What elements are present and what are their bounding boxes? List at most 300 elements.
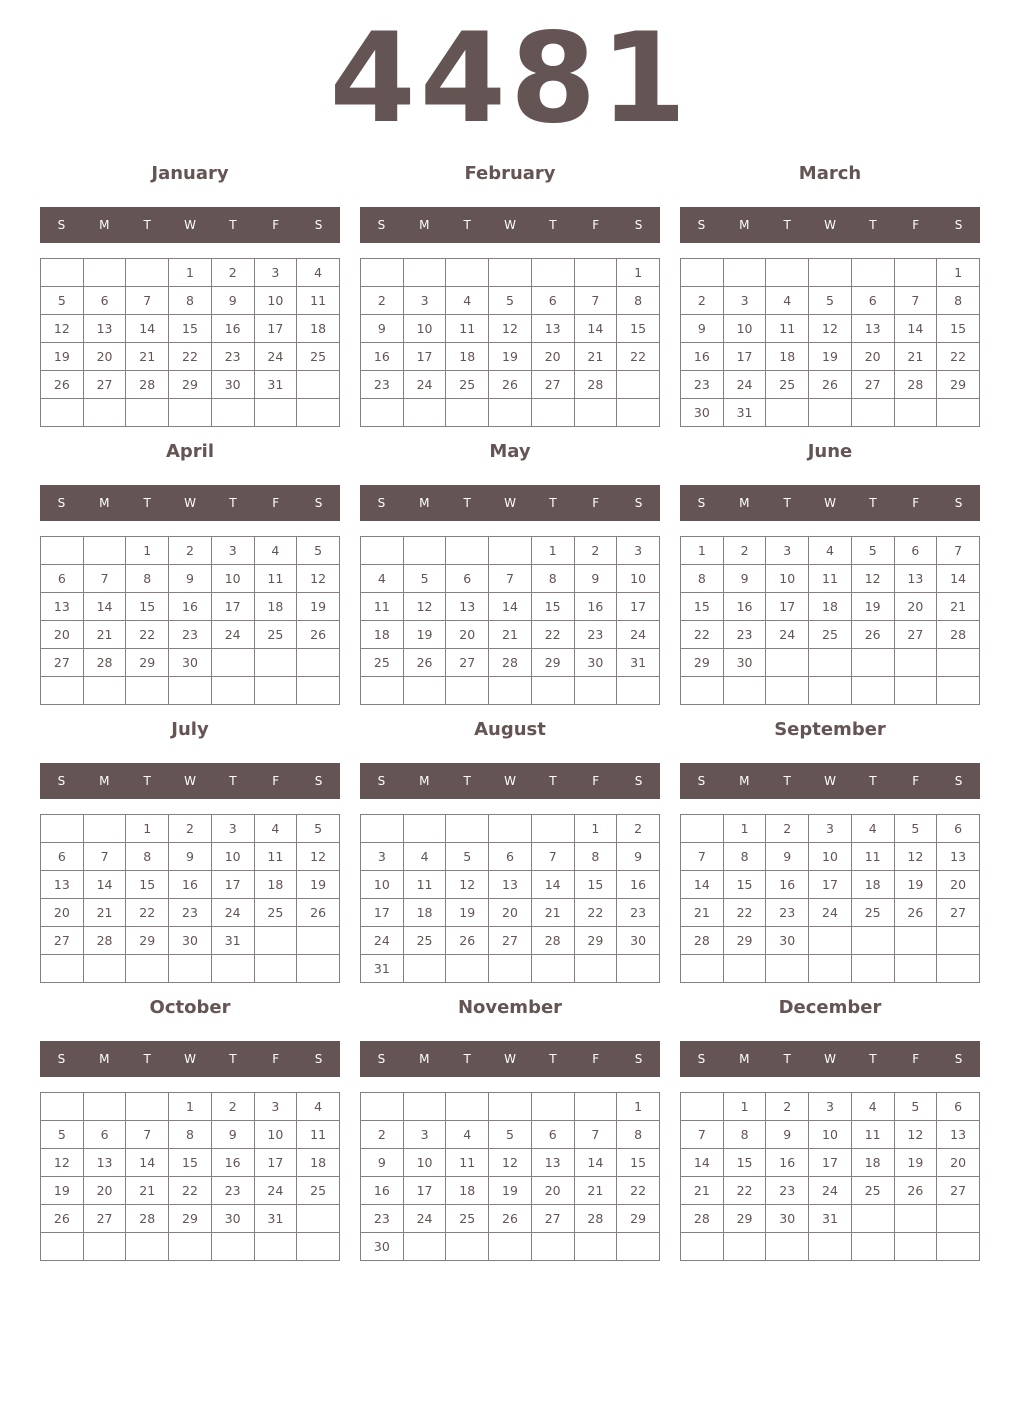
day-cell: [489, 955, 532, 983]
day-cell: 21: [83, 899, 126, 927]
day-cell: 5: [41, 287, 84, 315]
day-cell: 4: [851, 815, 894, 843]
day-cell: 27: [41, 927, 84, 955]
day-cell: 22: [126, 621, 169, 649]
day-cell: 3: [254, 1093, 297, 1121]
weekday-label: F: [912, 1052, 920, 1066]
days-grid: [360, 1092, 660, 1261]
day-cell: 18: [446, 1177, 489, 1205]
day-cell: 13: [41, 593, 84, 621]
week-row: [41, 955, 340, 983]
day-cell: 1: [723, 1093, 766, 1121]
day-cell: 5: [41, 1121, 84, 1149]
day-cell: 6: [894, 537, 937, 565]
day-cell: 29: [574, 927, 617, 955]
day-cell: 28: [574, 371, 617, 399]
day-cell: 12: [446, 871, 489, 899]
day-cell: 7: [83, 565, 126, 593]
day-cell: [574, 1233, 617, 1261]
weekday-label: W: [504, 774, 516, 788]
weekday-label: W: [504, 1052, 516, 1066]
weekday-label: W: [504, 218, 516, 232]
day-cell: 2: [723, 537, 766, 565]
weekday-label: S: [377, 1052, 386, 1066]
week-row: [41, 1093, 340, 1121]
day-cell: [489, 677, 532, 705]
week-row: [681, 1177, 980, 1205]
day-cell: 29: [169, 1205, 212, 1233]
day-cell: [531, 815, 574, 843]
day-cell: [446, 1233, 489, 1261]
day-cell: 13: [446, 593, 489, 621]
day-cell: 1: [681, 537, 724, 565]
week-row: [41, 871, 340, 899]
day-cell: [937, 955, 980, 983]
day-cell: 28: [489, 649, 532, 677]
day-cell: 3: [723, 287, 766, 315]
day-cell: 11: [403, 871, 446, 899]
day-cell: 8: [531, 565, 574, 593]
day-cell: 1: [617, 259, 660, 287]
day-cell: [297, 1205, 340, 1233]
weekday-label: T: [869, 774, 877, 788]
day-cell: 4: [297, 259, 340, 287]
day-cell: 11: [446, 1149, 489, 1177]
week-row: [361, 315, 660, 343]
day-cell: 28: [126, 1205, 169, 1233]
day-cell: 3: [809, 815, 852, 843]
weekday-label: S: [697, 1052, 706, 1066]
day-cell: 19: [489, 343, 532, 371]
day-cell: 2: [169, 815, 212, 843]
day-cell: 29: [937, 371, 980, 399]
day-cell: 25: [297, 1177, 340, 1205]
day-cell: [403, 955, 446, 983]
day-cell: [126, 677, 169, 705]
day-cell: [83, 1233, 126, 1261]
day-cell: [766, 399, 809, 427]
day-cell: 2: [211, 1093, 254, 1121]
day-cell: [809, 649, 852, 677]
day-cell: 9: [574, 565, 617, 593]
day-cell: 7: [489, 565, 532, 593]
day-cell: [617, 371, 660, 399]
day-cell: 20: [531, 1177, 574, 1205]
weekday-header: [680, 485, 980, 521]
day-cell: [681, 1093, 724, 1121]
day-cell: 22: [681, 621, 724, 649]
day-cell: 29: [723, 1205, 766, 1233]
day-cell: 7: [894, 287, 937, 315]
week-row: [361, 259, 660, 287]
day-cell: 15: [617, 315, 660, 343]
day-cell: 8: [617, 1121, 660, 1149]
day-cell: [723, 259, 766, 287]
day-cell: 30: [766, 927, 809, 955]
day-cell: 22: [574, 899, 617, 927]
day-cell: 10: [809, 843, 852, 871]
week-row: [41, 677, 340, 705]
weekday-label: F: [272, 1052, 280, 1066]
day-cell: 6: [83, 1121, 126, 1149]
weekday-label: T: [463, 218, 471, 232]
week-row: [361, 343, 660, 371]
day-cell: 17: [617, 593, 660, 621]
day-cell: 11: [809, 565, 852, 593]
day-cell: 16: [169, 593, 212, 621]
month-name: July: [171, 719, 209, 740]
day-cell: [894, 677, 937, 705]
day-cell: [211, 677, 254, 705]
days-grid: [680, 536, 980, 705]
month-name: March: [798, 163, 862, 184]
day-cell: 25: [361, 649, 404, 677]
day-cell: [211, 399, 254, 427]
day-cell: 16: [766, 871, 809, 899]
day-cell: 27: [531, 1205, 574, 1233]
day-cell: 7: [681, 843, 724, 871]
day-cell: 13: [83, 315, 126, 343]
day-cell: 5: [446, 843, 489, 871]
day-cell: [403, 259, 446, 287]
day-cell: [169, 1233, 212, 1261]
day-cell: 29: [169, 371, 212, 399]
day-cell: 20: [531, 343, 574, 371]
day-cell: 4: [254, 815, 297, 843]
day-cell: 19: [297, 593, 340, 621]
day-cell: 18: [361, 621, 404, 649]
day-cell: [403, 537, 446, 565]
day-cell: [851, 677, 894, 705]
day-cell: 8: [574, 843, 617, 871]
day-cell: [894, 955, 937, 983]
day-cell: [894, 399, 937, 427]
day-cell: 26: [809, 371, 852, 399]
day-cell: [809, 1233, 852, 1261]
day-cell: 24: [254, 343, 297, 371]
weekday-label: S: [954, 496, 963, 510]
weekday-label: W: [184, 1052, 196, 1066]
day-cell: 28: [681, 927, 724, 955]
day-cell: 3: [211, 537, 254, 565]
day-cell: 28: [574, 1205, 617, 1233]
day-cell: 2: [361, 287, 404, 315]
day-cell: 17: [403, 1177, 446, 1205]
day-cell: 28: [531, 927, 574, 955]
day-cell: 2: [681, 287, 724, 315]
weekday-label: S: [377, 774, 386, 788]
day-cell: 6: [41, 843, 84, 871]
weekday-label: W: [504, 496, 516, 510]
weekday-header: [360, 207, 660, 243]
day-cell: [681, 677, 724, 705]
day-cell: 3: [809, 1093, 852, 1121]
day-cell: 28: [83, 927, 126, 955]
week-row: [41, 843, 340, 871]
day-cell: 9: [361, 315, 404, 343]
day-cell: 26: [41, 1205, 84, 1233]
day-cell: 19: [41, 343, 84, 371]
day-cell: 15: [126, 593, 169, 621]
day-cell: 27: [83, 1205, 126, 1233]
day-cell: 26: [894, 1177, 937, 1205]
day-cell: 21: [126, 343, 169, 371]
day-cell: 22: [169, 1177, 212, 1205]
day-cell: [211, 649, 254, 677]
day-cell: [254, 955, 297, 983]
day-cell: [574, 677, 617, 705]
day-cell: 23: [169, 621, 212, 649]
day-cell: 30: [169, 649, 212, 677]
day-cell: 18: [403, 899, 446, 927]
day-cell: 16: [169, 871, 212, 899]
weekday-label: W: [824, 774, 836, 788]
weekday-label: S: [634, 774, 643, 788]
day-cell: [489, 1093, 532, 1121]
day-cell: [403, 815, 446, 843]
day-cell: 6: [83, 287, 126, 315]
day-cell: 30: [617, 927, 660, 955]
day-cell: 6: [531, 287, 574, 315]
weekday-header: [40, 763, 340, 799]
weekday-label: T: [463, 1052, 471, 1066]
week-row: [41, 259, 340, 287]
day-cell: 3: [361, 843, 404, 871]
day-cell: 30: [723, 649, 766, 677]
day-cell: 25: [403, 927, 446, 955]
day-cell: 21: [894, 343, 937, 371]
day-cell: 23: [617, 899, 660, 927]
day-cell: 21: [83, 621, 126, 649]
day-cell: 5: [894, 1093, 937, 1121]
day-cell: 16: [361, 343, 404, 371]
week-row: [681, 927, 980, 955]
day-cell: 13: [937, 1121, 980, 1149]
day-cell: 9: [766, 1121, 809, 1149]
day-cell: 29: [681, 649, 724, 677]
day-cell: 19: [894, 1149, 937, 1177]
day-cell: 1: [169, 1093, 212, 1121]
day-cell: 18: [297, 1149, 340, 1177]
day-cell: [937, 1205, 980, 1233]
day-cell: 12: [894, 1121, 937, 1149]
day-cell: 26: [851, 621, 894, 649]
week-row: [681, 343, 980, 371]
day-cell: [766, 649, 809, 677]
month-name: October: [149, 997, 231, 1018]
day-cell: 10: [403, 1149, 446, 1177]
weekday-label: T: [229, 496, 237, 510]
day-cell: 26: [297, 899, 340, 927]
day-cell: 10: [766, 565, 809, 593]
day-cell: 10: [254, 1121, 297, 1149]
day-cell: 15: [617, 1149, 660, 1177]
day-cell: 13: [531, 315, 574, 343]
day-cell: 24: [254, 1177, 297, 1205]
weekday-label: F: [592, 218, 600, 232]
day-cell: 20: [937, 871, 980, 899]
day-cell: 26: [403, 649, 446, 677]
day-cell: [126, 259, 169, 287]
weekday-label: S: [697, 496, 706, 510]
day-cell: 31: [809, 1205, 852, 1233]
year-title: 4481: [329, 7, 691, 151]
day-cell: 15: [937, 315, 980, 343]
day-cell: [41, 399, 84, 427]
day-cell: [41, 1233, 84, 1261]
day-cell: 15: [723, 1149, 766, 1177]
day-cell: 8: [723, 843, 766, 871]
day-cell: [937, 677, 980, 705]
day-cell: 18: [297, 315, 340, 343]
day-cell: 24: [766, 621, 809, 649]
days-grid: [40, 1092, 340, 1261]
day-cell: 14: [681, 871, 724, 899]
day-cell: [809, 955, 852, 983]
day-cell: 19: [894, 871, 937, 899]
day-cell: 30: [211, 1205, 254, 1233]
weekday-label: S: [314, 774, 323, 788]
day-cell: 5: [809, 287, 852, 315]
day-cell: 8: [723, 1121, 766, 1149]
day-cell: 30: [169, 927, 212, 955]
day-cell: 25: [766, 371, 809, 399]
weekday-header: [360, 1041, 660, 1077]
day-cell: 18: [254, 871, 297, 899]
day-cell: [446, 815, 489, 843]
day-cell: 12: [894, 843, 937, 871]
week-row: [681, 1121, 980, 1149]
week-row: [41, 315, 340, 343]
day-cell: 11: [766, 315, 809, 343]
week-row: [681, 371, 980, 399]
day-cell: [83, 1093, 126, 1121]
day-cell: 14: [894, 315, 937, 343]
day-cell: 24: [361, 927, 404, 955]
week-row: [41, 1177, 340, 1205]
week-row: [681, 1093, 980, 1121]
day-cell: [361, 815, 404, 843]
day-cell: [41, 537, 84, 565]
day-cell: 27: [489, 927, 532, 955]
day-cell: 11: [851, 1121, 894, 1149]
week-row: [41, 343, 340, 371]
day-cell: 7: [681, 1121, 724, 1149]
day-cell: 21: [531, 899, 574, 927]
day-cell: 23: [766, 899, 809, 927]
day-cell: [531, 1233, 574, 1261]
day-cell: [531, 399, 574, 427]
weekday-label: S: [57, 218, 66, 232]
day-cell: [169, 955, 212, 983]
day-cell: 19: [446, 899, 489, 927]
day-cell: 28: [937, 621, 980, 649]
day-cell: 19: [809, 343, 852, 371]
day-cell: [766, 955, 809, 983]
weekday-label: S: [314, 1052, 323, 1066]
day-cell: [169, 399, 212, 427]
day-cell: 17: [254, 1149, 297, 1177]
day-cell: 2: [211, 259, 254, 287]
day-cell: [723, 955, 766, 983]
weekday-label: T: [143, 218, 151, 232]
day-cell: 4: [297, 1093, 340, 1121]
day-cell: 4: [446, 1121, 489, 1149]
week-row: [681, 815, 980, 843]
day-cell: 27: [937, 899, 980, 927]
month-name: January: [151, 163, 229, 184]
day-cell: 14: [126, 315, 169, 343]
day-cell: [361, 537, 404, 565]
day-cell: [126, 1233, 169, 1261]
weekday-label: S: [57, 774, 66, 788]
weekday-label: M: [739, 774, 750, 788]
day-cell: 25: [851, 899, 894, 927]
day-cell: [851, 399, 894, 427]
day-cell: [361, 677, 404, 705]
day-cell: 24: [211, 899, 254, 927]
weekday-label: T: [869, 496, 877, 510]
month-name: June: [807, 441, 853, 462]
weekday-label: T: [869, 1052, 877, 1066]
weekday-label: M: [419, 496, 430, 510]
day-cell: [446, 537, 489, 565]
day-cell: [41, 677, 84, 705]
day-cell: [681, 815, 724, 843]
day-cell: 23: [361, 1205, 404, 1233]
day-cell: 17: [254, 315, 297, 343]
week-row: [681, 1149, 980, 1177]
day-cell: 7: [574, 287, 617, 315]
day-cell: [574, 1093, 617, 1121]
week-row: [361, 1149, 660, 1177]
day-cell: 31: [254, 1205, 297, 1233]
day-cell: [851, 649, 894, 677]
day-cell: 21: [574, 1177, 617, 1205]
weekday-label: T: [549, 1052, 557, 1066]
day-cell: 10: [211, 565, 254, 593]
weekday-label: W: [824, 218, 836, 232]
weekday-label: T: [143, 496, 151, 510]
day-cell: [489, 259, 532, 287]
day-cell: 17: [361, 899, 404, 927]
day-cell: [41, 1093, 84, 1121]
day-cell: 21: [681, 899, 724, 927]
day-cell: 21: [574, 343, 617, 371]
month-name: November: [457, 997, 563, 1018]
day-cell: 4: [403, 843, 446, 871]
day-cell: [489, 537, 532, 565]
day-cell: 23: [574, 621, 617, 649]
weekday-label: M: [99, 774, 110, 788]
day-cell: 7: [937, 537, 980, 565]
day-cell: 18: [766, 343, 809, 371]
day-cell: [126, 399, 169, 427]
week-row: [681, 259, 980, 287]
day-cell: 9: [681, 315, 724, 343]
day-cell: [894, 927, 937, 955]
day-cell: 19: [403, 621, 446, 649]
month-name: December: [778, 997, 882, 1018]
day-cell: [361, 1093, 404, 1121]
day-cell: 18: [446, 343, 489, 371]
day-cell: 20: [489, 899, 532, 927]
day-cell: 27: [851, 371, 894, 399]
day-cell: 9: [211, 287, 254, 315]
day-cell: 9: [169, 843, 212, 871]
day-cell: 15: [681, 593, 724, 621]
week-row: [681, 677, 980, 705]
